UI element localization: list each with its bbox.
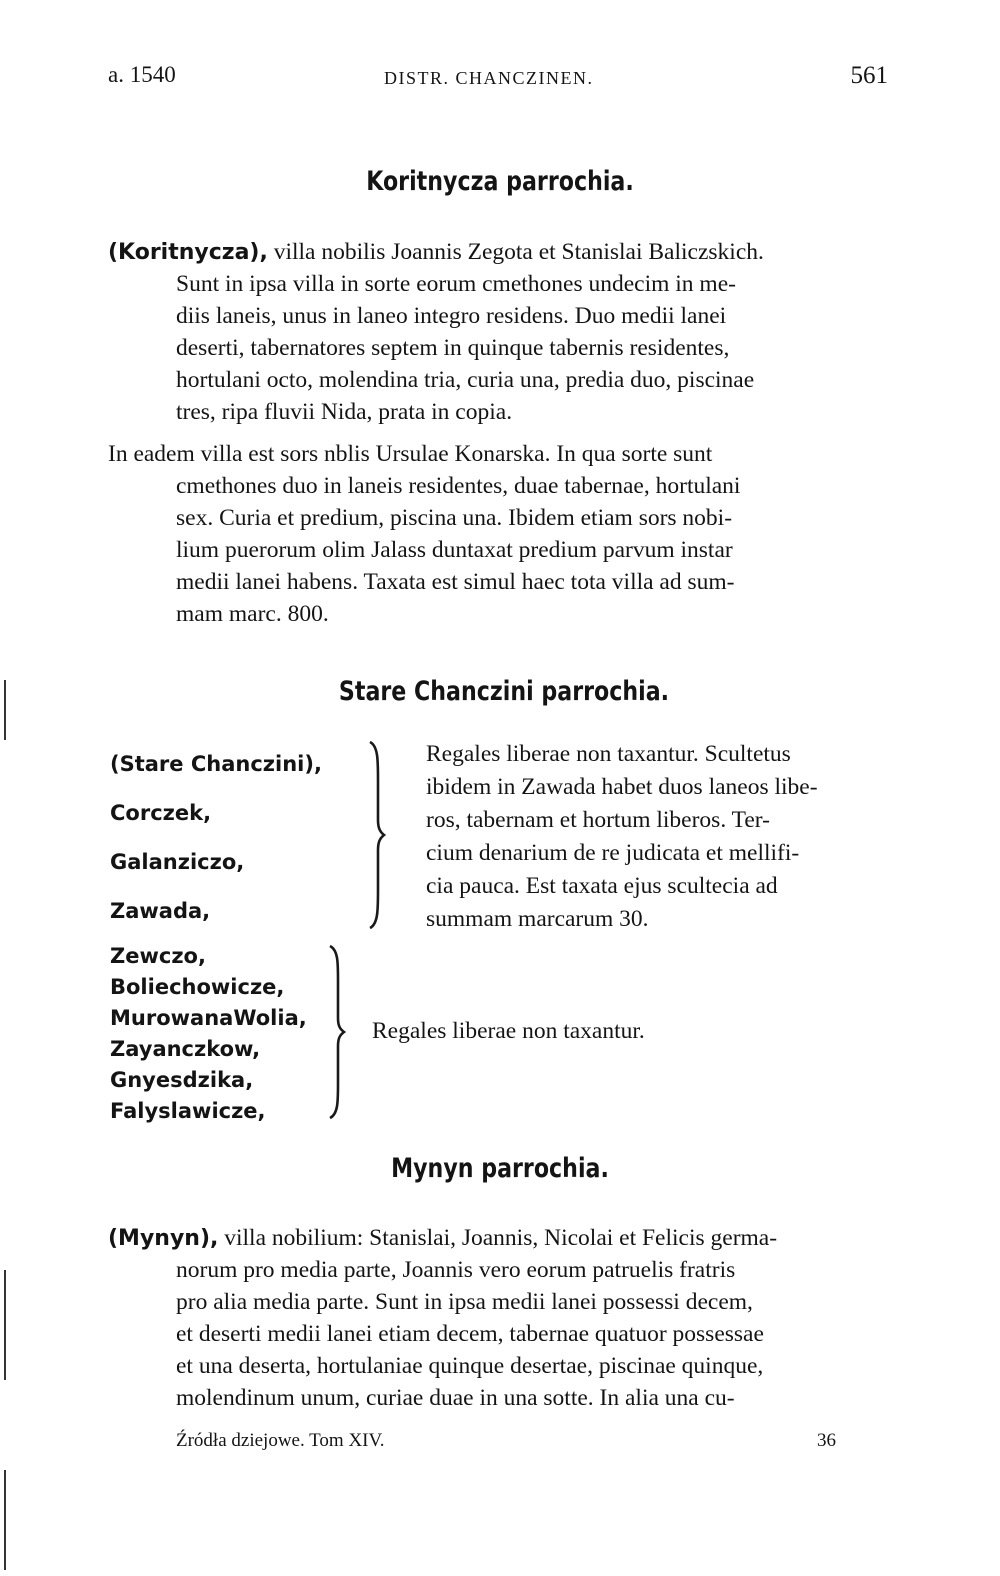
text-line: pro alia media parte. Sunt in ipsa medii lanei possessi decem, [176,1289,753,1315]
place-name: Zayanczkow, [110,1037,261,1061]
footer-signature: 36 [817,1430,836,1451]
note-group-b: Regales liberae non taxantur. [372,1018,645,1044]
note-line: cium denarium de re judicata et mellifi- [426,840,800,866]
header-title: DISTR. CHANCZINEN. [384,68,594,88]
paragraph-koritnycza [108,236,894,428]
curly-brace-icon [366,740,388,930]
place-name: MurowanaWolia, [110,1006,307,1030]
running-head [108,62,888,98]
text-line: hortulani octo, molendina tria, curia una, predia duo, piscinae [176,367,755,393]
text-line: cmethones duo in laneis residentes, duae tabernae, hortulani [176,473,741,499]
scan-edge-mark [4,1470,6,1570]
text-line: diis laneis, unus in laneo integro residens. Duo medii lanei [176,303,727,329]
section-heading-mynyn: Mynyn parrochia. [391,1153,609,1184]
place-name: Corczek, [110,801,212,825]
paragraph-konarska [108,438,894,630]
text-line: deserti, tabernatores septem in quinque tabernis residentes, [176,335,730,361]
curly-brace-icon [326,944,348,1120]
place-name: Boliechowicze, [110,975,285,999]
note-line: summam marcarum 30. [426,906,649,932]
entry-lead-name: (Mynyn), [108,1226,219,1251]
text-line: sex. Curia et predium, piscina una. Ibidem etiam sors nobi- [176,505,733,531]
place-list-group-a [110,740,350,936]
text-line: tres, ripa fluvii Nida, prata in copia. [176,399,513,425]
scan-edge-mark [4,680,6,740]
entry-lead-name: (Koritnycza), [108,240,268,265]
note-line: ros, tabernam et hortum liberos. Ter- [426,807,770,833]
place-name: (Stare Chanczini), [110,752,322,776]
page-number: 561 [850,62,888,89]
paragraph-mynyn [108,1222,894,1414]
note-line: ibidem in Zawada habet duos laneos libe- [426,774,818,800]
text-line: medii lanei habens. Taxata est simul haec tota villa ad sum- [176,569,735,595]
note-group-a [426,738,892,936]
text-line: et una deserta, hortulaniae quinque desertae, piscinae quinque, [176,1353,764,1379]
text-line: mam marc. 800. [176,601,329,627]
header-year: a. 1540 [108,62,176,87]
page-footer [176,1430,836,1460]
text-line: et deserti medii lanei etiam decem, tabernae quatuor possessae [176,1321,764,1347]
section-heading-koritnycza: Koritnycza parrochia. [366,166,634,197]
note-line: cia pauca. Est taxata ejus scultecia ad [426,873,778,899]
place-name: Gnyesdzika, [110,1068,254,1092]
place-name: Zawada, [110,899,211,923]
text-line: molendinum unum, curiae duae in una sotte. In alia una cu- [176,1385,735,1411]
section-heading-stare-chanczini: Stare Chanczini parrochia. [338,676,670,707]
place-name: Falyslawicze, [110,1099,266,1123]
text-line: lium puerorum olim Jalass duntaxat predium parvum instar [176,537,733,563]
footer-source: Źródła dziejowe. Tom XIV. [176,1430,385,1451]
place-name: Galanziczo, [110,850,245,874]
scan-edge-mark [4,1270,6,1380]
text-line: villa nobilis Joannis Zegota et Stanislai Baliczskich. [267,239,764,265]
place-list-group-b [110,941,350,1127]
place-name: Zewczo, [110,944,206,968]
text-line: Sunt in ipsa villa in sorte eorum cmethones undecim in me- [176,271,736,297]
note-line: Regales liberae non taxantur. Scultetus [426,741,791,767]
text-line: villa nobilium: Stanislai, Joannis, Nicolai et Felicis germa- [218,1225,778,1251]
text-line: norum pro media parte, Joannis vero eorum patruelis fratris [176,1257,736,1283]
text-line: In eadem villa est sors nblis Ursulae Konarska. In qua sorte sunt [108,441,713,467]
